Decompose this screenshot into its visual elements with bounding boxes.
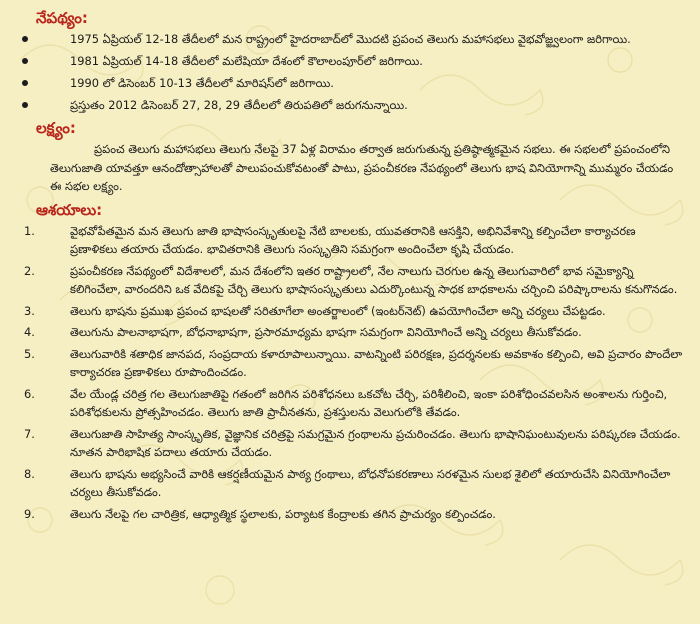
list-item: 1990 లో డిసెంబర్ 10-13 తేదీలలో మారిషస్‌లో జరిగాయి. [50, 74, 686, 92]
objectives-heading: ఆశయాలు: [36, 200, 103, 219]
list-item: 4. తెలుగును పాలనాభాషగా, బోధనాభాషగా, ప్రసారమాధ్యమ భాషగా సమగ్రంగా వినియోగించే అన్ని చర్యలు తీసుకోవడం. [24, 325, 582, 339]
list-item: 5. తెలుగువారికి శతాధిక జానపద, సంప్రదాయ కళారూపాలున్నాయి. వాటన్నింటి పరిరక్షణ, ప్రదర్శనలకు అవకాశం కల్పించి, అవి ప్రచారం పొందేలా కార్యాచరణ ప్రణాళికలు రూపొందించడం. [24, 346, 683, 379]
bullet-icon [22, 58, 28, 64]
list-item: 1. వైభవోపేతమైన మన తెలుగు జాతి భాషాసంస్కృతులపై నేటి బాలలకు, యువతరానికి ఆసక్తిని, అభినివేశాన్ని కల్పించేలా కార్యాచరణ ప్రణాళికలు తయారు చేయడం. భావితరానికి తెలుగు సంస్కృతిని సమగ్రంగా అందించేలా కృషి చేయడం. [24, 223, 636, 256]
list-item: 9. తెలుగు నేలపై గల చారిత్రిక, ఆధ్యాత్మిక స్థలాలకు, పర్యాటక కేంద్రాలకు తగిన ప్రాచుర్యం కల్పించడం. [24, 506, 496, 521]
goal-paragraph: ప్రపంచ తెలుగు మహాసభలు తెలుగు నేలపై 37 ఏళ్ల విరామం తర్వాత జరుగుతున్న ప్రతిష్ఠాత్మకమైన సభలు. ఈ సభలలో ప్రపంచంలోని తెలుగుజాతి యావత్తూ ఆనందోత్సాహాలతో పాలుపంచుకోవటంతో పాటు, ప్రపంచీకరణ నేపథ్యంలో తెలుగు భాష వినియోగాన్ని ముమ్మరం చేయడం ఈ సభల లక్ష్యం. [50, 142, 674, 193]
list-item: ప్రస్తుతం 2012 డిసెంబర్ 27, 28, 29 తేదీలలో తిరుపతిలో జరుగనున్నాయి. [50, 96, 686, 114]
list-item: 8. తెలుగు భాషను అభ్యసించే వారికి ఆకర్షణీయమైన పాఠ్య గ్రంథాలు, బోధనోపకరణాలు సరళమైన సులభ శైలిలో తయారుచేసి వినియోగించేలా చర్యలు తీసుకోవడం. [24, 466, 671, 499]
list-item: 6. వేల యేండ్ల చరిత్ర గల తెలుగుజాతిపై గతంలో జరిగిన పరిశోధనలు ఒకచోట చేర్చి, పరిశీలించి, ఇంకా పరిశోధించవలసిన అంశాలను గుర్తించి, పరిశోధకులను ప్రోత్సహించడం. తెలుగు జాతి ప్రాచీనతను, ప్రశస్తులను వెలుగులోకి తేవడం. [24, 386, 668, 419]
list-item: 3. తెలుగు భాషను ప్రముఖ ప్రపంచ భాషలతో సరితూగేలా అంతర్జాలంలో (ఇంటర్‌నెట్) ఉపయోగించేలా అన్ని చర్యలు చేపట్టడం. [24, 303, 606, 318]
objectives-list [24, 222, 686, 524]
list-item: 2. ప్రపంచీకరణ నేపథ్యంలో విదేశాలలో, మన దేశంలోని ఇతర రాష్ట్రాలలో, నేల నాలుగు చెరగుల ఉన్న తెలుగువారిలో భావ సమైక్యాన్ని కలిగించేలా, వారందరిని ఒక వేదికపై చేర్చి తెలుగు భాషాసంస్కృతులు ఎదుర్కొంటున్న సాధక బాధకాలను చర్చించి పరిష్కారాలను కనుగొనడం. [24, 263, 678, 296]
list-item: 7. తెలుగుజాతి సాహిత్య సాంస్కృతిక, వైజ్ఞానిక చరిత్రపై సమగ్రమైన గ్రంథాలను ప్రచురించడం. తెలుగు భాషానిఘంటువులను పరిష్కరణ చేయడం. నూతన పారిభాషిక పదాలు తయారు చేయడం. [24, 426, 681, 459]
bullet-icon [22, 80, 28, 86]
list-item: 1975 ఏప్రియల్ 12-18 తేదీలలో మన రాష్ట్రంలో హైదరాబాద్‌లో మొదటి ప్రపంచ తెలుగు మహాసభలు వైభవోజ్జ్వలంగా జరిగాయి. [50, 30, 686, 48]
list-item: 1981 ఏప్రియల్ 14-18 తేదీలలో మలేషియా దేశంలో కౌలాలంపూర్‌లో జరిగాయి. [50, 52, 686, 70]
bullet-icon [22, 36, 28, 42]
goal-heading: లక్ష్యం: [36, 119, 76, 137]
background-list [50, 30, 686, 114]
bullet-icon [22, 102, 28, 108]
background-heading: నేపథ్యం: [36, 9, 88, 27]
